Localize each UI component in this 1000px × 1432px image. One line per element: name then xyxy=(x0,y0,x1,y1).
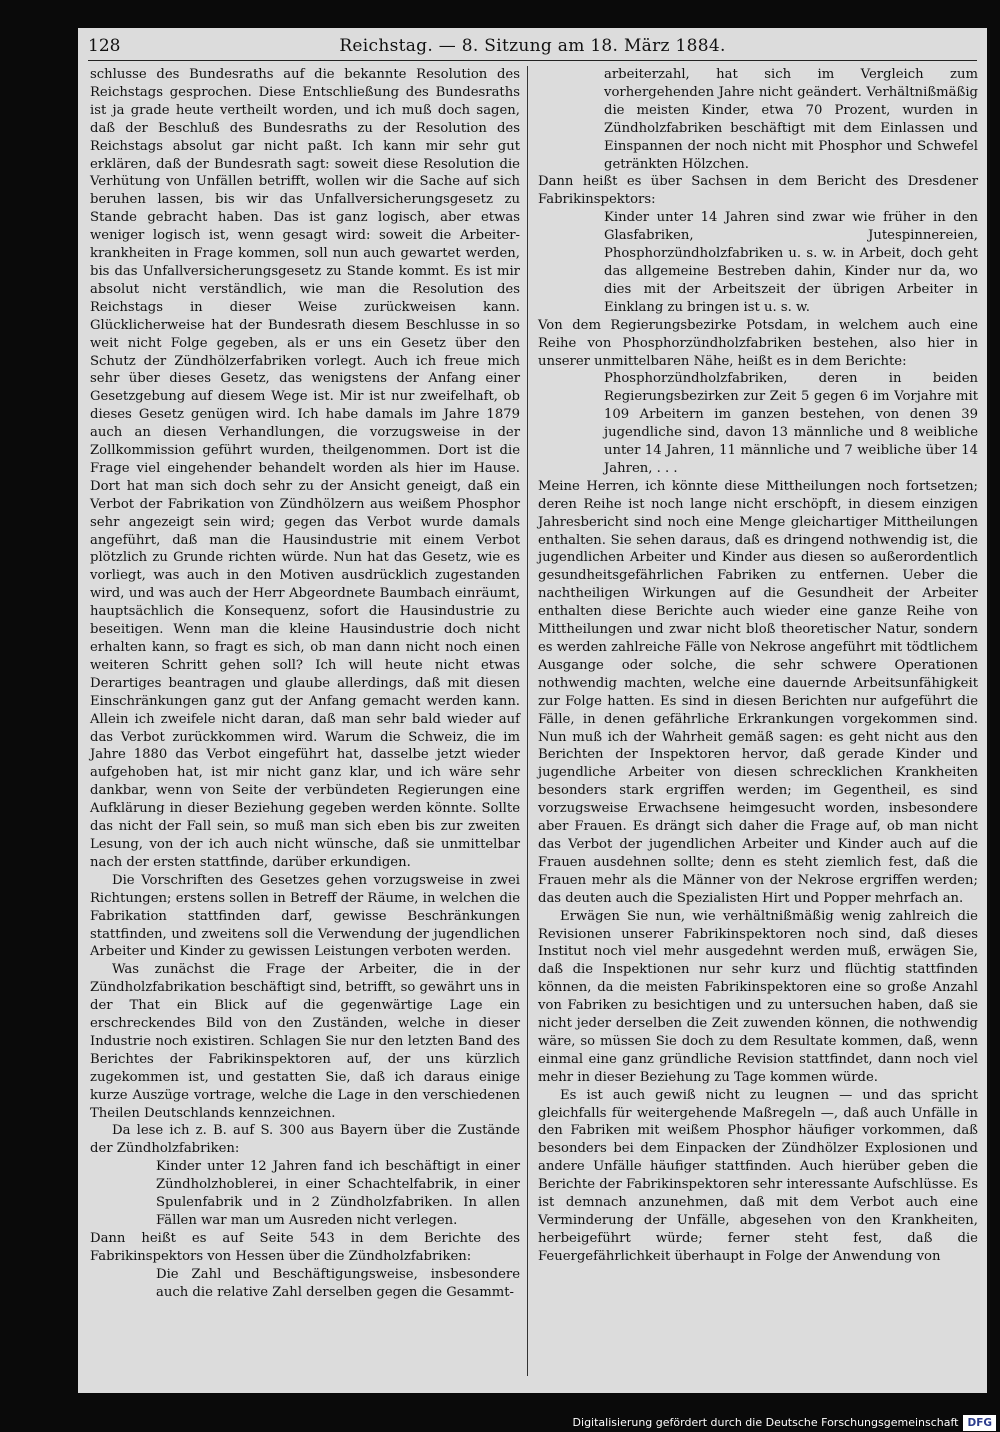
page-number: 128 xyxy=(88,36,121,56)
paragraph: Was zunächst die Frage der Arbeiter, die in der Zündholzfabrikation beschäftigt sind, betrifft, so gewährt uns in der That ein Blick auf die gegenwärtige Lage ein erschreckendes Bild von den Zuständen, welche in dieser Industrie noch existiren. Schlagen Sie nur den letzten Band des Berichtes der Fabrikinspektoren auf, der uns kürzlich zugekommen ist, und gestatten Sie, daß ich daraus einige kurze Auszüge vortrage, welche die Lage in den verschiedenen Theilen Deutschlands kennzeichnen. xyxy=(90,962,520,1121)
scanned-page xyxy=(78,28,987,1393)
paragraph: Von dem Regierungsbezirke Potsdam, in welchem auch eine Reihe von Phosphorzündholzfabriken bestehen, also hier in unserer unmittelbaren Nähe, heißt es in dem Berichte: xyxy=(538,317,978,369)
dfg-logo: DFG xyxy=(963,1415,996,1431)
header-rule xyxy=(88,60,977,61)
funding-note: Digitalisierung gefördert durch die Deutsche Forschungsgemeinschaft xyxy=(572,1416,959,1429)
right-column xyxy=(538,66,978,1266)
paragraph: schlusse des Bundesraths auf die bekannte Resolution des Reichstags gesprochen. Diese Entschließung des Bundesraths ist ja grade heute vertheilt worden, und ich muß doch sagen, daß der Beschluß des Bundesraths zu der Resolution des Reichstags absolut gar nicht paßt. Ich kann mir sehr gut erklären, daß der Bundesrath sagt: soweit diese Resolution die Verhütung von Unfällen betrifft, wollen wir die Sache auf sich beruhen lassen, bis wir das Unfallversicherungsgesetz zu Stande gebracht haben. Das ist ganz logisch, aber etwas weniger logisch ist, wenn gesagt wird: soweit die Arbeiter-krankheiten in Frage kommen, soll nun auch gewartet werden, bis das Unfallversicherungsgesetz zu Stande kommt. Es ist mir absolut nicht verständlich, wie man die Resolution des Reichstags in dieser Weise zurückweisen kann. Glücklicherweise hat der Bundesrath diesem Beschlusse in so weit nicht Folge gegeben, als er uns ein Gesetz über den Schutz der Zündhölzerfabriken vorlegt. Auch ich freue mich sehr über dieses Gesetz, das wenigstens der Anfang einer Gesetzgebung auf diesem Wege ist. Mir ist nur zweifelhaft, ob dieses Gesetz genügen wird. Ich habe damals im Jahre 1879 auch an diesen Verhandlungen, die vorzugsweise in der Zollkommission geführt wurden, theilgenommen. Dort ist die Frage viel eingehender behandelt worden als hier im Hause. Dort hat man sich doch sehr zu der Ansicht geneigt, daß ein Verbot der Fabrikation von Zündhölzern aus weißem Phosphor sehr angezeigt sein wird; gegen das Verbot wurde damals angeführt, daß man die Hausindustrie mit einem Verbot plötzlich zu Grunde richten würde. Nun hat das Gesetz, wie es vorliegt, was auch in den Motiven ausdrücklich zugestanden wird, und was auch der Herr Abgeordnete Baumbach einräumt, hauptsächlich die Konsequenz, sofort die Hausindustrie zu beseitigen. Wenn man die kleine Hausindustrie doch nicht erhalten kann, so fragt es sich, ob man dann nicht noch einen weiteren Schritt gehen soll? Ich will heute nicht etwas Derartiges beantragen und glaube allerdings, daß mit diesen Einschränkungen ganz gut der Anfang gemacht werden kann. Allein ich zweifele nicht daran, daß man sehr bald wieder auf das Verbot zurückkommen wird. Warum die Schweiz, die im Jahre 1880 das Verbot eingeführt hat, dasselbe jetzt wieder aufgehoben hat, ist mir nicht ganz klar, und ich wäre sehr dankbar, wenn von Seite der verbündeten Regierungen eine Aufklärung in dieser Beziehung gegeben werden könnte. Sollte das nicht der Fall sein, so muß man sich eben bis zur zweiten Lesung, von der ich auch nicht wünsche, daß sie unmittelbar nach der ersten stattfinde, darüber erkundigen. xyxy=(90,67,520,870)
quotation: arbeiterzahl, hat sich im Vergleich zum vorhergehenden Jahre nicht geändert. Verhältnißmäßig die meisten Kinder, etwa 70 Prozent, wurden in Zündholzfabriken beschäftigt mit dem Einlassen und Einspannen der noch nicht mit Phosphor und Schwefel getränkten Hölzchen. xyxy=(604,67,978,172)
quotation: Kinder unter 14 Jahren sind zwar wie früher in den Glasfabriken, Jutespinnereien, Phosphorzündholzfabriken u. s. w. in Arbeit, doch geht das allgemeine Bestreben dahin, Kinder nur da, wo dies mit der Arbeitszeit der übrigen Arbeiter in Einklang zu bringen ist u. s. w. xyxy=(604,210,978,315)
running-title: Reichstag. — 8. Sitzung am 18. März 1884. xyxy=(339,36,726,56)
paragraph: Dann heißt es auf Seite 543 in dem Berichte des Fabrikinspektors von Hessen über die Zündholzfabriken: xyxy=(90,1230,520,1264)
quotation: Kinder unter 12 Jahren fand ich beschäftigt in einer Zündholzhoblerei, in einer Schachtelfabrik, in einer Spulenfabrik und in 2 Zündholzfabriken. In allen Fällen war man um Ausreden nicht verlegen. xyxy=(156,1159,520,1228)
page-header xyxy=(88,34,977,60)
quotation: Phosphorzündholzfabriken, deren in beiden Regierungsbezirken zur Zeit 5 gegen 6 im Vorjahre mit 109 Arbeitern im ganzen bestehen, von denen 39 jugendliche sind, davon 13 männliche und 8 weibliche unter 14 Jahren, 11 männliche und 7 weibliche über 14 Jahren, . . . xyxy=(604,371,978,476)
quotation: Die Zahl und Beschäftigungsweise, insbesondere auch die relative Zahl derselben gegen die Gesammt- xyxy=(156,1266,520,1300)
paragraph: Da lese ich z. B. auf S. 300 aus Bayern über die Zustände der Zündholzfabriken: xyxy=(90,1123,520,1157)
paragraph: Meine Herren, ich könnte diese Mittheilungen noch fortsetzen; deren Reihe ist noch lange nicht erschöpft, in diesem einzigen Jahresbericht sind noch eine Menge gleichartiger Mittheilungen enthalten. Sie sehen daraus, daß es dringend nothwendig ist, die jugendlichen Arbeiter und Kinder aus diesen so außerordentlich gesundheitsgefährlichen Fabriken zu entfernen. Ueber die nachtheiligen Wirkungen auf die Gesundheit der Arbeiter enthalten diese Berichte auch wieder eine ganze Reihe von Mittheilungen und zwar nicht bloß theoretischer Natur, sondern es werden zahlreiche Fälle von Nekrose angeführt mit tödtlichem Ausgange oder solche, die sehr schwere Operationen nothwendig machten, welche eine dauernde Arbeitsunfähigkeit zur Folge hatten. Es sind in diesen Berichten nur aufgeführt die Fälle, in denen gefährliche Erkrankungen vorgekommen sind. Nun muß ich der Wahrheit gemäß sagen: es geht nicht aus den Berichten der Inspektoren hervor, daß gerade Kinder und jugendliche Arbeiter von diesen schrecklichen Krankheiten besonders stark ergriffen werden; im Gegentheil, es sind vorzugsweise Erwachsene heimgesucht worden, insbesondere aber Frauen. Es drängt sich daher die Frage auf, ob man nicht das Verbot der jugendlichen Arbeiter und Kinder auch auf die Frauen ausdehnen sollte; denn es steht ziemlich fest, daß die Frauen mehr als die Männer von der Nekrose ergriffen werden; das deuten auch die Spezialisten Hirt und Popper mehrfach an. xyxy=(538,478,978,906)
column-divider xyxy=(527,66,528,1376)
paragraph: Dann heißt es über Sachsen in dem Bericht des Dresdener Fabrikinspektors: xyxy=(538,174,978,208)
funding-footer xyxy=(573,1414,996,1431)
paragraph: Es ist auch gewiß nicht zu leugnen — und das spricht gleichfalls für weitergehende Maßregeln —, daß auch Unfälle in den Fabriken mit weißem Phosphor häufiger vorkommen, daß besonders bei dem Einpacken der Zündhölzer Explosionen und andere Unfälle häufiger stattfinden. Auch hierüber geben die Berichte der Fabrikinspektoren sehr interessante Aufschlüsse. Es ist demnach anzunehmen, daß mit dem Verbot auch eine Verminderung der Unfälle, abgesehen von den Krankheiten, herbeigeführt würde; ferner steht fest, daß die Feuergefährlichkeit überhaupt in Folge der Anwendung von xyxy=(538,1087,978,1264)
paragraph: Erwägen Sie nun, wie verhältnißmäßig wenig zahlreich die Revisionen unserer Fabrikinspektoren noch sind, daß dieses Institut noch viel mehr ausgedehnt werden muß, erwägen Sie, daß die Inspektionen nur sehr kurz und flüchtig stattfinden können, da die meisten Fabrikinspektoren eine so große Anzahl von Fabriken zu besichtigen und zu untersuchen haben, daß sie nicht jeder derselben die Zeit zuwenden können, die nothwendig wäre, so müssen Sie doch zu dem Resultate kommen, daß, wenn einmal eine ganz gründliche Revision stattfindet, dann noch viel mehr in dieser Beziehung zu Tage kommen würde. xyxy=(538,908,978,1085)
left-column xyxy=(90,66,520,1302)
paragraph: Die Vorschriften des Gesetzes gehen vorzugsweise in zwei Richtungen; erstens sollen in Betreff der Räume, in welchen die Fabrikation stattfinden darf, gewisse Beschränkungen stattfinden, und zweitens soll die Verwendung der jugendlichen Arbeiter und Kinder zu gewissen Leistungen verboten werden. xyxy=(90,872,520,960)
